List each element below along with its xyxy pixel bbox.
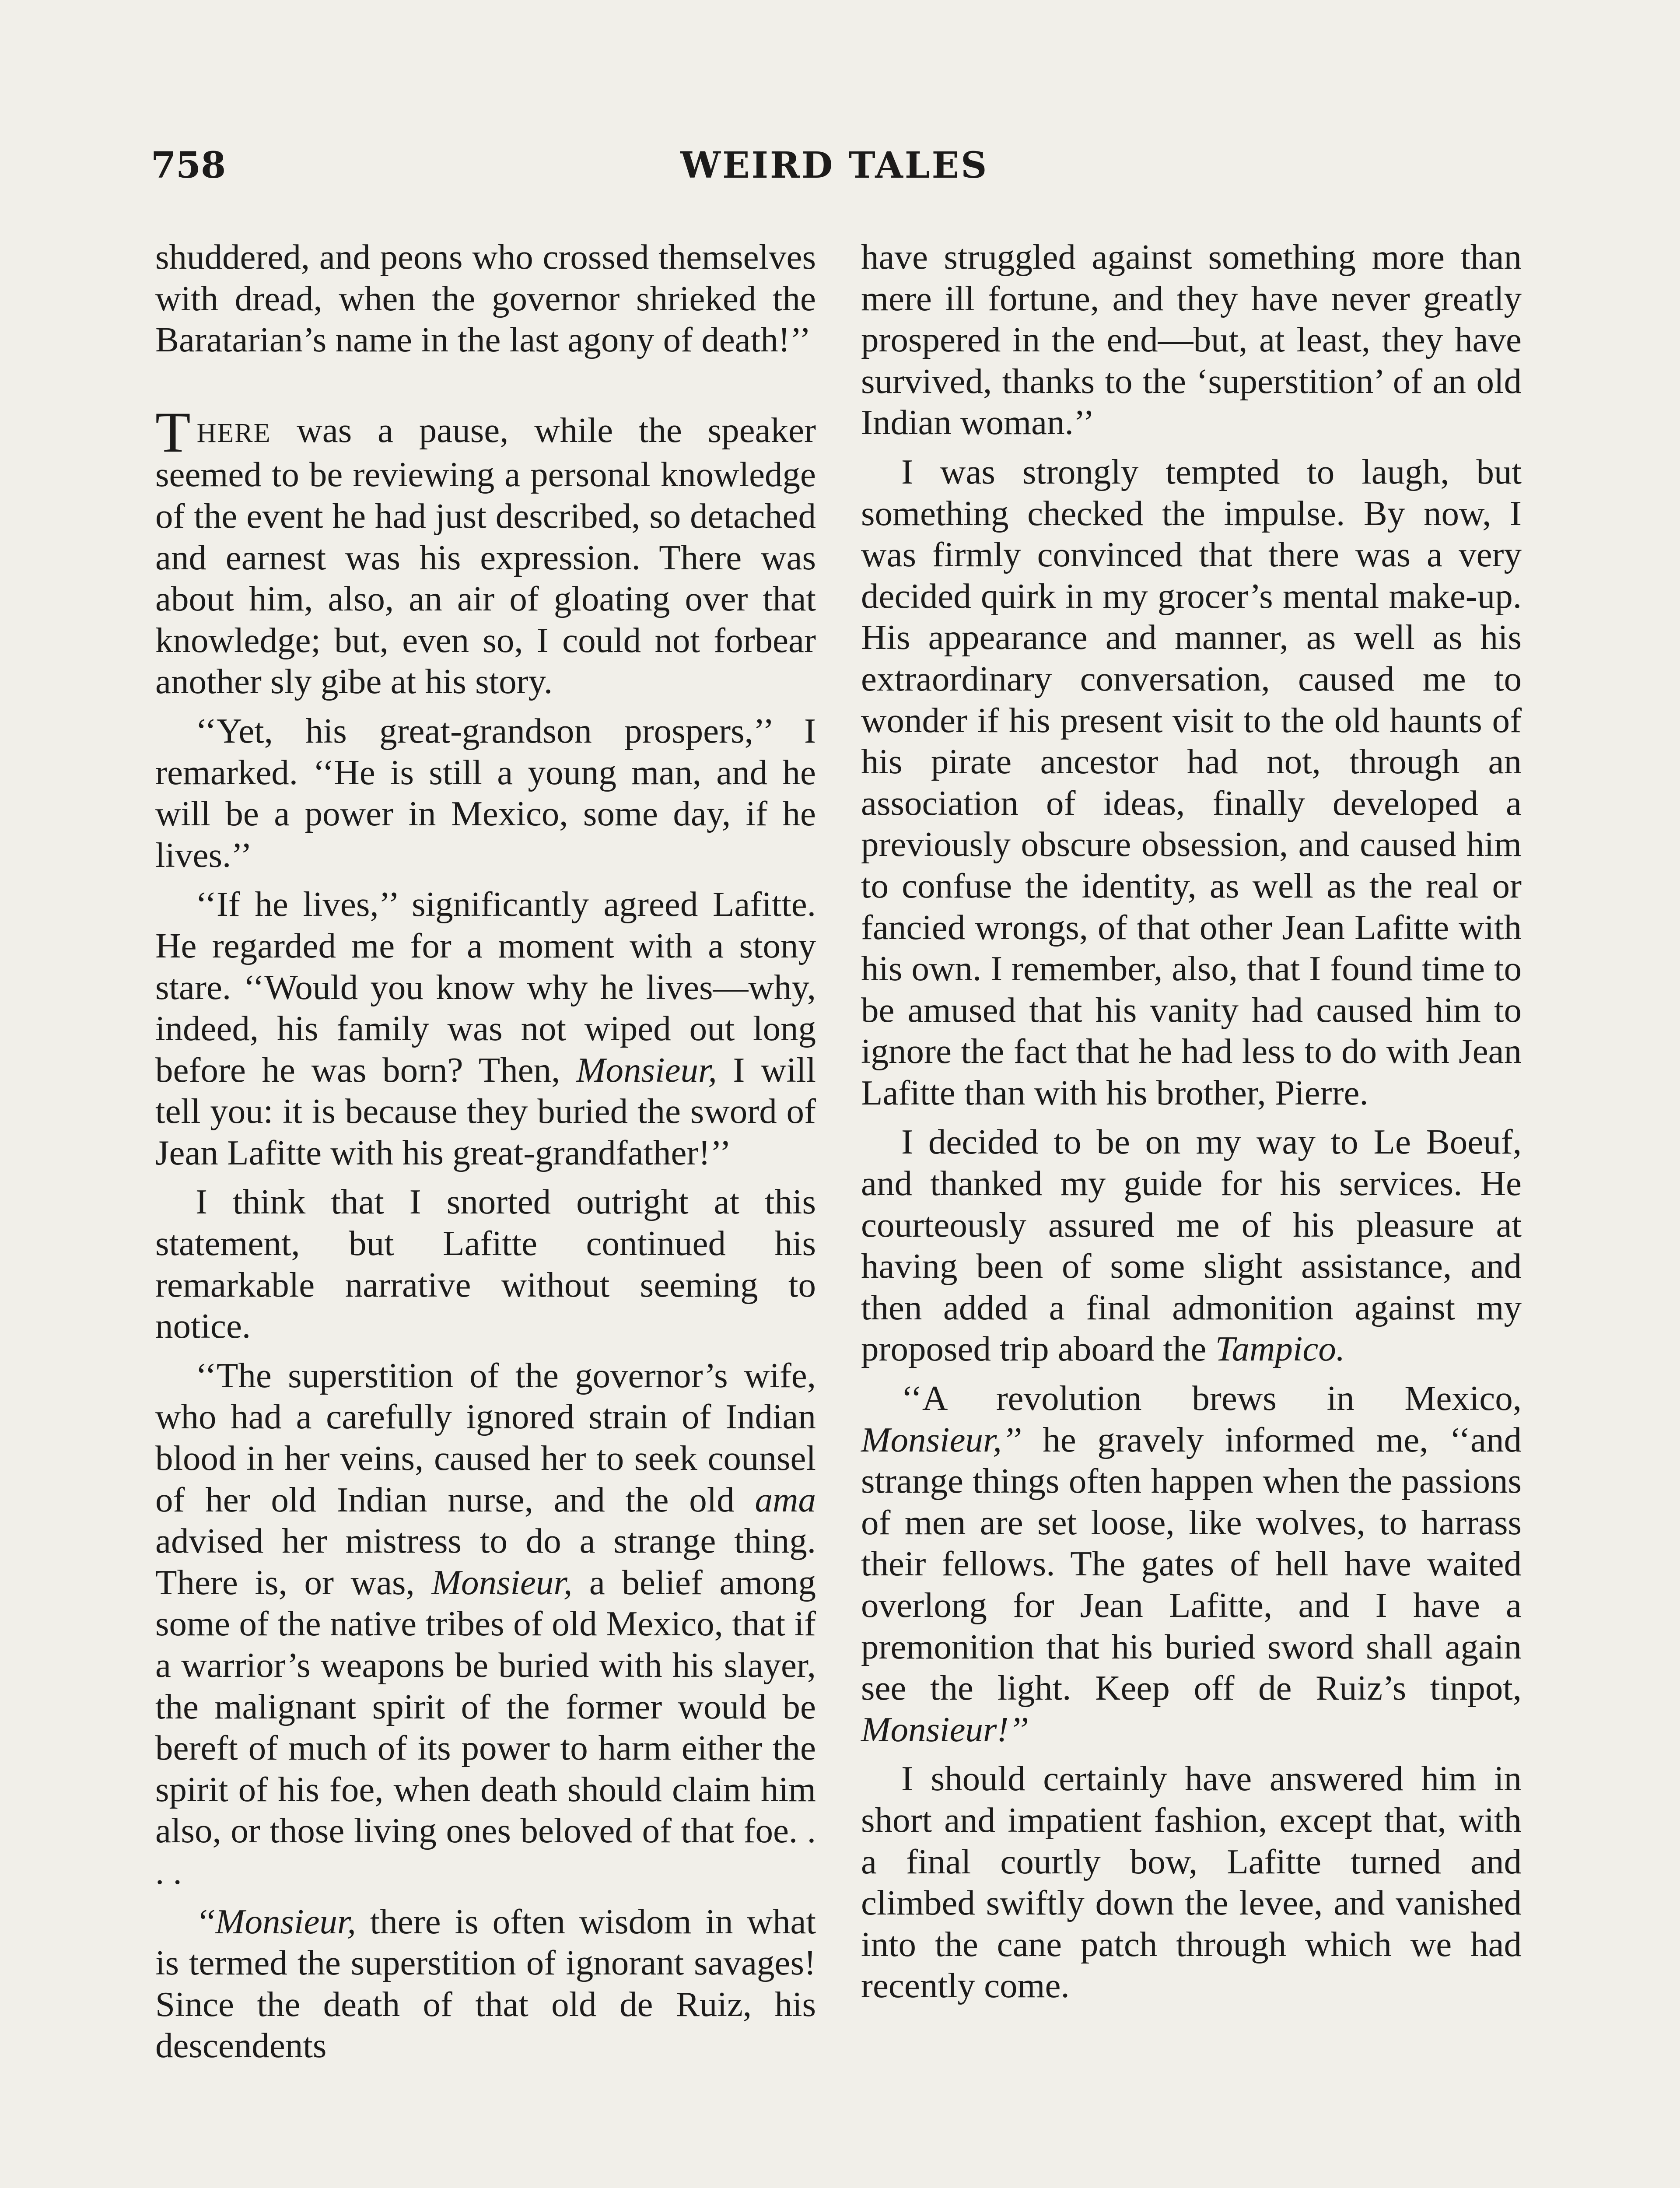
page-header [151,144,989,197]
paragraph: I was strongly tempted to laugh, but something checked the impulse. By now, I was firmly convinced that there was a very decided quirk in my grocer’s mental make-up. His appearance and manner, as well as his extraordinary conversation, caused me to wonder if his present visit to the old haunts of his pirate ancestor had not, through an association of ideas, finally developed a previously obscure obsession, and caused him to confuse the identity, as well as the real or fancied wrongs, of that other Jean Lafitte with his own. I remember, also, that I found time to be amused that his vanity had caused him to ignore the fact that he had less to do with Jean Lafitte than with his brother, Pierre. [861,452,1522,1112]
running-head: WEIRD TALES [680,144,989,186]
left-column [155,236,816,2066]
paragraph: I decided to be on my way to Le Boeuf, and thanked my guide for his services. He courteously assured me of his pleasure at having been of some slight assistance, and then added a final admonition against my proposed trip aboard the Tampico. [861,1122,1522,1369]
page-number: 758 [151,144,226,186]
paragraph: ‘‘Yet, his great-grandson prospers,’’ I remarked. ‘‘He is still a young man, and he will be a power in Mexico, some day, if he lives.’’ [155,711,816,875]
paragraph: THERE was a pause, while the speaker seemed to be reviewing a personal knowledge of the event he had just described, so detached and earnest was his expression. There was about him, also, an air of gloating over that knowledge; but, even so, I could not forbear another sly gibe at his story. [155,400,816,701]
paragraph: shuddered, and peons who crossed themselves with dread, when the governor shrieked the Baratarian’s name in the last agony of death!’’ [155,237,816,360]
paragraph: ‘‘A revolution brews in Mexico, Monsieur,’’ he gravely informed me, ‘‘and strange things often happen when the passions of men are set loose, like wolves, to harrass their fellows. The gates of hell have waited overlong for Jean Lafitte, and I have a premonition that his buried sword shall again see the light. Keep off de Ruiz’s tinpot, Monsieur!’’ [861,1378,1522,1749]
paragraph: I think that I snorted outright at this statement, but Lafitte continued his remarkable narrative without seeming to notice. [155,1182,816,1346]
drop-cap: T [155,400,191,464]
paragraph: ‘‘The superstition of the governor’s wife, who had a carefully ignored strain of Indian blood in her veins, caused her to seek counsel of her old Indian nurse, and the old ama advised her mistress to do a strange thing. There is, or was, Monsieur, a belief among some of the native tribes of old Mexico, that if a warrior’s weapons be buried with his slayer, the malignant spirit of the former would be bereft of much of its power to harm either the spirit of his foe, when death should claim him also, or those living ones beloved of that foe. . . . [155,1355,816,1892]
paragraph: ‘‘If he lives,’’ significantly agreed Lafitte. He regarded me for a moment with a stony stare. ‘‘Would you know why he lives—why, indeed, his family was not wiped out long before he was born? Then, Monsieur, I will tell you: it is because they buried the sword of Jean Lafitte with his great-grandfather!’’ [155,884,816,1172]
paragraph: I should certainly have answered him in short and impatient fashion, except that, with a final courtly bow, Lafitte turned and climbed swiftly down the levee, and vanished into the cane patch through which we had recently come. [861,1759,1522,2006]
paragraph: have struggled against something more than mere ill fortune, and they have never greatly prospered in the end—but, at least, they have survived, thanks to the ‘superstition’ of an old Indian woman.’’ [861,237,1522,442]
paragraph: ‘‘Monsieur, there is often wisdom in what is termed the superstition of ignorant savages! Since the death of that old de Ruiz, his descendents [155,1901,816,2065]
right-column [861,236,1522,2006]
